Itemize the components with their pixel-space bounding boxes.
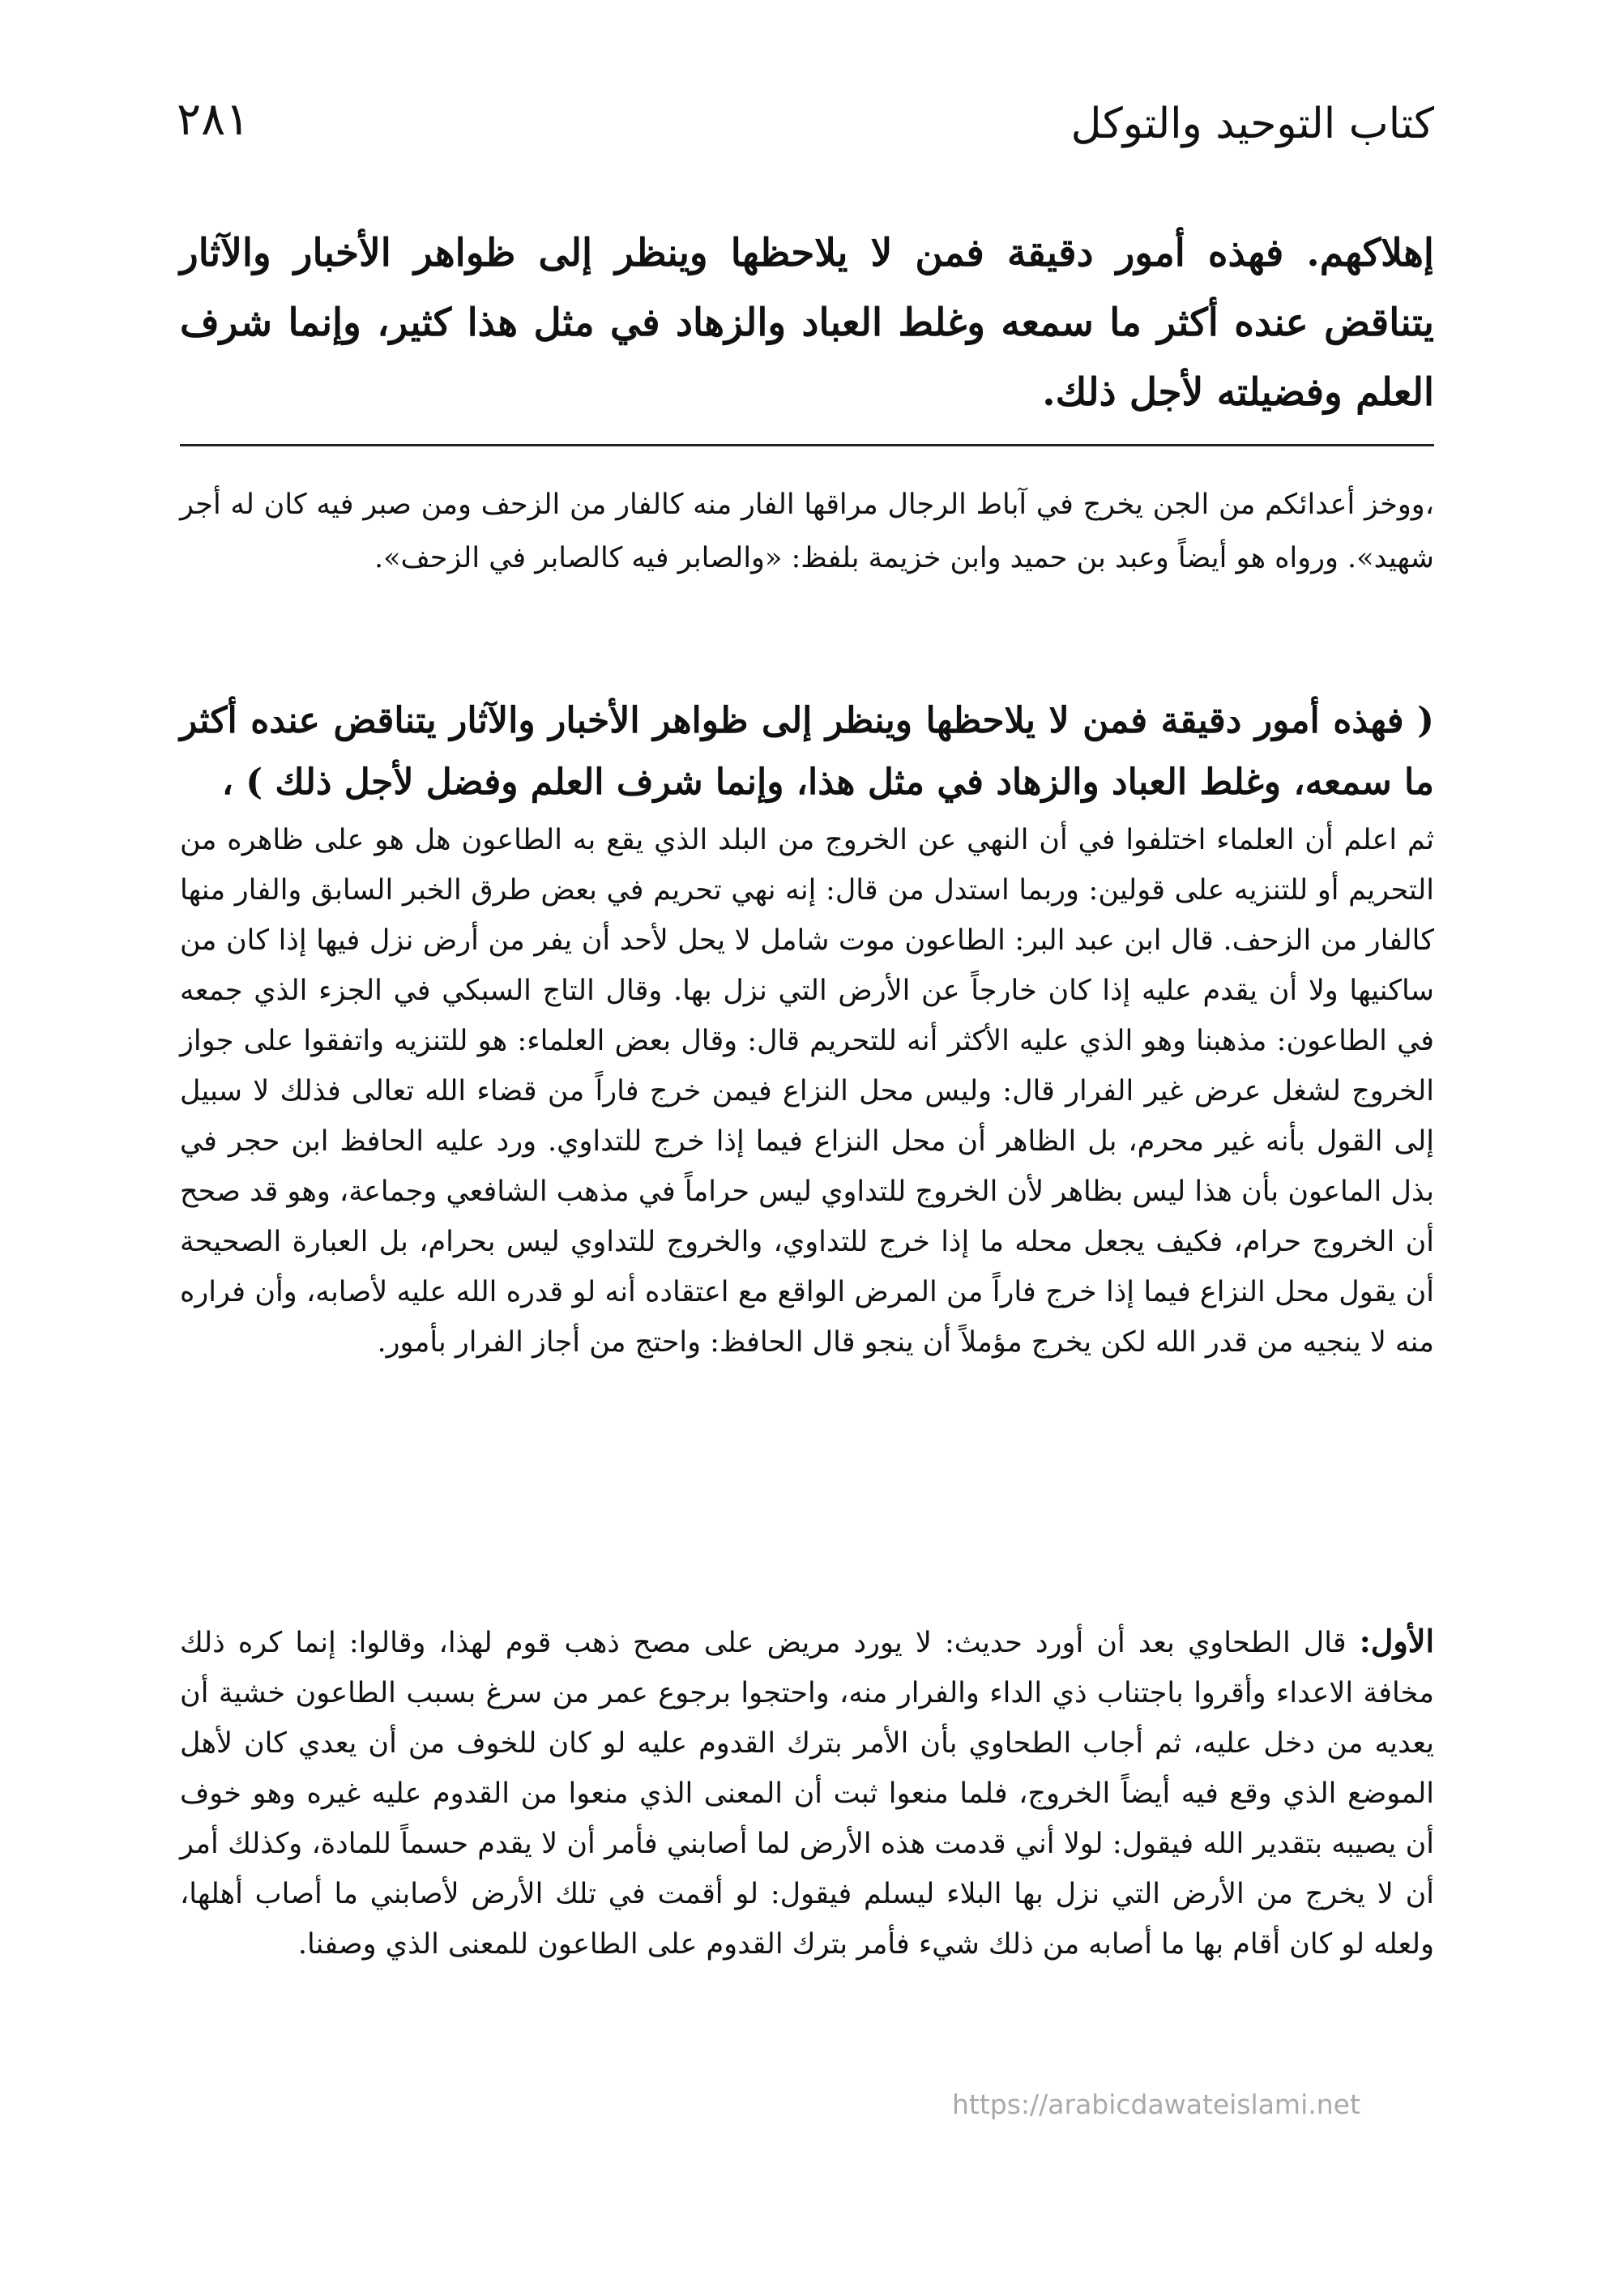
paragraph-body: قال الطحاوي بعد أن أورد حديث: لا يورد مريض على مصح ذهب قوم لهذا، وقالوا: إنما كره ذلك مخافة الاعداء وأقروا باجتناب ذي الداء والفرار منه، واحتجوا برجوع عمر من سرغ بسبب الطاعون خشية أن يعديه من دخل عليه، ثم أجاب الطحاوي بأن الأمر بترك القدوم عليه لو كان للخوف من أن يعدي كان لأهل الموضع الذي وقع فيه أيضاً الخروج، فلما منعوا ثبت أن المعنى الذي منعوا من القدوم عليه غيره وهو خوف أن يصيبه بتقدير الله فيقول: لولا أني قدمت هذه الأرض لما أصابني فأمر أن لا يقدم حسماً للمادة، وكذلك أمر أن لا يخرج من الأرض التي نزل بها البلاء ليسلم فيقول: لو أقمت في تلك الأرض لأصابني ما أصاب أهلها، ولعله لو كان أقام بها ما أصابه من ذلك شيء فأمر بترك القدوم على الطاعون للمعنى الذي وصفنا. — [180, 1627, 1435, 1961]
quoted-text: ( فهذه أمور دقيقة فمن لا يلاحظها وينظر إلى ظواهر الأخبار والآثار يتناقض عنده أكثر ما سمعه، وغلط العباد والزهاد في مثل هذا، وإنما شرف العلم وفضل لأجل ذلك ) ، — [180, 700, 1434, 803]
commentary-body: ثم اعلم أن العلماء اختلفوا في أن النهي عن الخروج من البلد الذي يقع به الطاعون هل هو على ظاهره من التحريم أو للتنزيه على قولين: وربما استدل من قال: إنه نهي تحريم في بعض طرق الخبر السابق والفار منها كالفار من الزحف. قال ابن عبد البر: الطاعون موت شامل لا يحل لأحد أن يفر من أرض نزل فيها إذا كان من ساكنيها ولا أن يقدم عليه إذا كان خارجاً عن الأرض التي نزل بها. وقال التاج السبكي في الجزء الذي جمعه في الطاعون: مذهبنا وهو الذي عليه الأكثر أنه للتحريم قال: وقال بعض العلماء: هو للتنزيه واتفقوا على جواز الخروج لشغل عرض غير الفرار قال: وليس محل النزاع فيمن خرج فاراً من قضاء الله تعالى فذلك لا سبيل إلى القول بأنه غير محرم، بل الظاهر أن محل النزاع فيما إذا خرج للتداوي. ورد عليه الحافظ ابن حجر في بذل الماعون بأن هذا ليس بظاهر لأن الخروج للتداوي ليس حراماً في مذهب الشافعي وجماعة، وهو قد صحح أن الخروج حرام، فكيف يجعل محله ما إذا خرج للتداوي، والخروج للتداوي ليس بحرام، بل العبارة الصحيحة أن يقول محل النزاع فيما إذا خرج فاراً من المرض الواقع مع اعتقاده أنه لو قدره الله عليه لأصابه، وأن فراره منه لا ينجيه من قدر الله لكن يخرج مؤملاً أن ينجو قال الحافظ: واحتج من أجاز الفرار بأمور. — [180, 824, 1435, 1359]
watermark-url: https://arabicdawateislami.net — [952, 2089, 1360, 2120]
commentary-section — [180, 690, 1434, 1368]
page-header — [170, 93, 1434, 158]
page-number: ٢٨١ — [177, 93, 250, 146]
paragraph-lead: الأول: — [1359, 1623, 1434, 1659]
running-title: كتاب التوحيد والتوكل — [1070, 100, 1434, 148]
footnote: ،ووخز أعدائكم من الجن يخرج في آباط الرجال مراقها الفار منه كالفار من الزحف ومن صبر فيه كان له أجر شهيد». ورواه هو أيضاً وعبد بن حميد وابن خزيمة بلفظ: «والصابر فيه كالصابر في الزحف». — [180, 489, 1434, 574]
main-text: إهلاكهم. فهذه أمور دقيقة فمن لا يلاحظها وينظر إلى ظواهر الأخبار والآثار يتناقض عنده أكثر ما سمعه وغلط العباد والزهاد في مثل هذا كثير، وإنما شرف العلم وفضيلته لأجل ذلك. — [180, 231, 1434, 415]
footnote-divider — [180, 444, 1434, 446]
commentary-paragraph — [180, 1616, 1434, 1970]
